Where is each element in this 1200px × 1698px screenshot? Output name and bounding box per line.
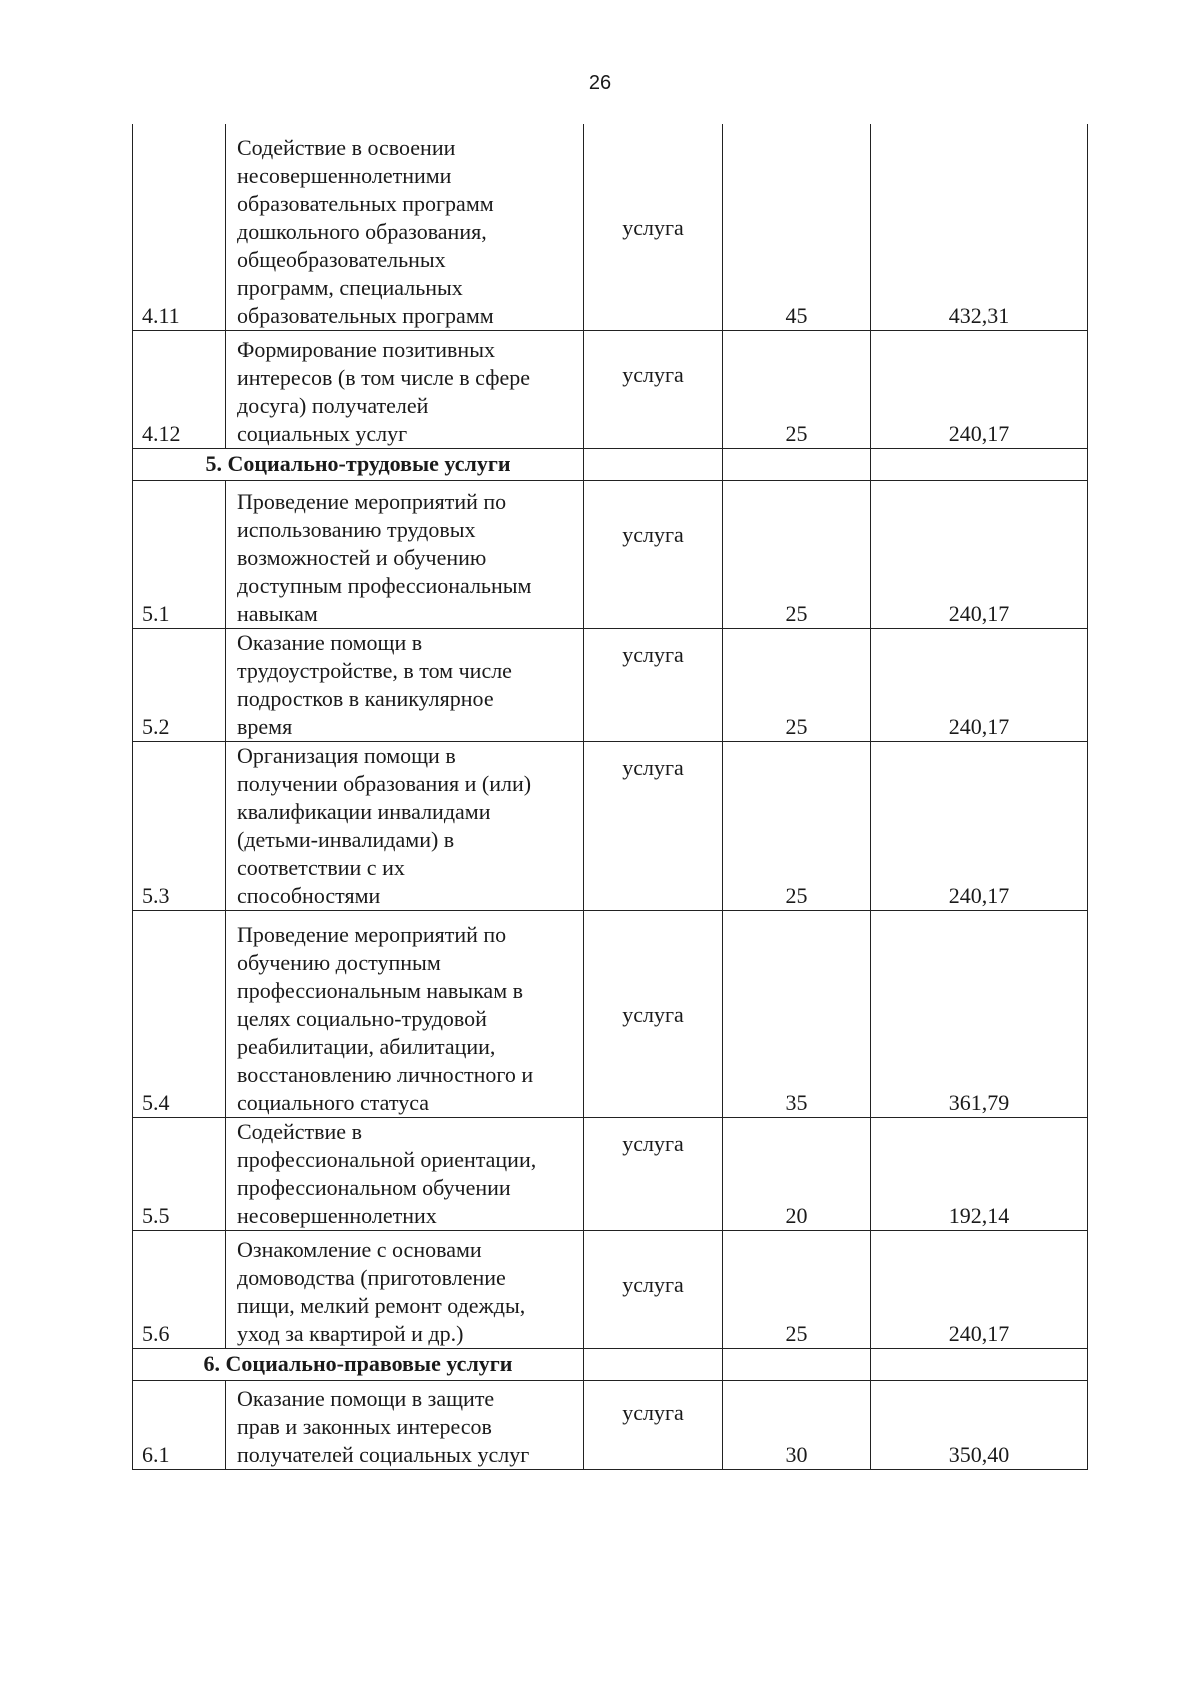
service-name-line: Оказание помощи в xyxy=(237,629,423,655)
section-empty-cell xyxy=(871,448,1088,480)
service-name-line: реабилитации, абилитации, xyxy=(237,1033,496,1059)
service-unit: услуга xyxy=(584,480,723,628)
service-name-line: соответствии с их xyxy=(237,854,405,880)
service-row xyxy=(133,1230,1088,1348)
service-unit: услуга xyxy=(584,1230,723,1348)
service-name-line: общеобразовательных xyxy=(237,246,446,272)
service-quantity: 25 xyxy=(723,480,871,628)
service-row xyxy=(133,330,1088,448)
service-number: 4.11 xyxy=(133,124,226,330)
service-name-line: интересов (в том числе в сфере xyxy=(237,364,530,390)
section-title-cell xyxy=(205,448,584,480)
service-name-line: получении образования и (или) xyxy=(237,770,532,796)
section-empty-cell xyxy=(871,1348,1088,1380)
service-unit: услуга xyxy=(584,1380,723,1469)
service-name-line: социального статуса xyxy=(237,1089,429,1115)
service-price: 240,17 xyxy=(871,741,1088,910)
section-header-row xyxy=(133,448,1088,480)
service-name-cell xyxy=(226,330,584,448)
service-unit: услуга xyxy=(584,910,723,1117)
service-name-line: профессиональным навыкам в xyxy=(237,977,523,1003)
service-name-line: Оказание помощи в защите xyxy=(237,1385,495,1411)
service-name-line: Ознакомление с основами xyxy=(237,1236,482,1262)
service-price: 192,14 xyxy=(871,1117,1088,1230)
service-name-line: Формирование позитивных xyxy=(237,336,495,362)
service-name-line: доступным профессиональным xyxy=(237,572,532,598)
service-price: 240,17 xyxy=(871,330,1088,448)
service-quantity: 25 xyxy=(723,1230,871,1348)
section-empty-cell xyxy=(584,448,723,480)
service-name-line: уход за квартирой и др.) xyxy=(237,1320,464,1346)
service-row xyxy=(133,741,1088,910)
services-table-body xyxy=(133,124,1088,1469)
section-empty-cell xyxy=(723,448,871,480)
service-row xyxy=(133,124,1088,330)
service-unit: услуга xyxy=(584,741,723,910)
section-empty-cell xyxy=(584,1348,723,1380)
section-header-row xyxy=(133,1348,1088,1380)
service-name-cell xyxy=(226,1230,584,1348)
service-name-line: Проведение мероприятий по xyxy=(237,921,507,947)
service-number: 5.6 xyxy=(133,1230,226,1348)
service-name-line: навыкам xyxy=(237,600,318,626)
service-name-line: программ, специальных xyxy=(237,274,463,300)
service-name-line: пищи, мелкий ремонт одежды, xyxy=(237,1292,526,1318)
service-price: 240,17 xyxy=(871,628,1088,741)
service-unit: услуга xyxy=(584,628,723,741)
service-name-cell xyxy=(226,124,584,330)
service-name-line: образовательных программ xyxy=(237,302,494,328)
service-quantity: 30 xyxy=(723,1380,871,1469)
service-name-line: дошкольного образования, xyxy=(237,218,487,244)
service-name-line: получателей социальных услуг xyxy=(237,1441,530,1467)
service-quantity: 35 xyxy=(723,910,871,1117)
section-empty-cell xyxy=(723,1348,871,1380)
service-name-cell xyxy=(226,480,584,628)
service-price: 240,17 xyxy=(871,480,1088,628)
service-row xyxy=(133,1117,1088,1230)
service-unit: услуга xyxy=(584,124,723,330)
service-name-cell xyxy=(226,1380,584,1469)
page-number: 26 xyxy=(588,72,612,94)
service-number: 5.3 xyxy=(133,741,226,910)
service-name-cell xyxy=(226,741,584,910)
service-name-cell xyxy=(226,1117,584,1230)
services-table xyxy=(132,124,1088,1470)
service-name-line: образовательных программ xyxy=(237,190,494,216)
service-name-line: подростков в каникулярное xyxy=(237,685,494,711)
service-name-cell xyxy=(226,910,584,1117)
service-quantity: 25 xyxy=(723,628,871,741)
service-name-line: квалификации инвалидами xyxy=(237,798,491,824)
service-name-line: домоводства (приготовление xyxy=(237,1264,506,1290)
service-name-line: социальных услуг xyxy=(237,420,408,446)
service-name-line: профессиональном обучении xyxy=(237,1174,511,1200)
service-number: 5.1 xyxy=(133,480,226,628)
service-price: 240,17 xyxy=(871,1230,1088,1348)
service-price: 350,40 xyxy=(871,1380,1088,1469)
service-quantity: 20 xyxy=(723,1117,871,1230)
service-name-line: обучению доступным xyxy=(237,949,441,975)
service-name-line: несовершеннолетних xyxy=(237,1202,437,1228)
service-name-line: восстановлению личностного и xyxy=(237,1061,534,1087)
service-name-line: использованию трудовых xyxy=(237,516,476,542)
service-number: 4.12 xyxy=(133,330,226,448)
service-name-line: профессиональной ориентации, xyxy=(237,1146,537,1172)
service-number: 5.2 xyxy=(133,628,226,741)
service-name-cell xyxy=(226,628,584,741)
service-price: 361,79 xyxy=(871,910,1088,1117)
service-quantity: 25 xyxy=(723,330,871,448)
service-unit: услуга xyxy=(584,1117,723,1230)
section-title: 5. Социально-трудовые услуги xyxy=(205,451,511,476)
service-name-line: целях социально-трудовой xyxy=(237,1005,487,1031)
service-quantity: 45 xyxy=(723,124,871,330)
service-name-line: досуга) получателей xyxy=(237,392,429,418)
service-number: 5.4 xyxy=(133,910,226,1117)
service-unit: услуга xyxy=(584,330,723,448)
service-name-line: прав и законных интересов xyxy=(237,1413,492,1439)
service-name-line: Содействие в освоении xyxy=(237,134,456,160)
service-name-line: несовершеннолетними xyxy=(237,162,452,188)
service-price: 432,31 xyxy=(871,124,1088,330)
service-quantity: 25 xyxy=(723,741,871,910)
service-number: 5.5 xyxy=(133,1117,226,1230)
service-name-line: Организация помощи в xyxy=(237,742,456,768)
service-row xyxy=(133,480,1088,628)
service-name-line: возможностей и обучению xyxy=(237,544,487,570)
service-name-line: трудоустройстве, в том числе xyxy=(237,657,512,683)
service-number: 6.1 xyxy=(133,1380,226,1469)
service-name-line: способностями xyxy=(237,882,381,908)
service-row xyxy=(133,1380,1088,1469)
service-name-line: Содействие в xyxy=(237,1118,362,1144)
service-row xyxy=(133,628,1088,741)
service-row xyxy=(133,910,1088,1117)
service-name-line: время xyxy=(237,713,293,739)
service-name-line: (детьми-инвалидами) в xyxy=(237,826,455,852)
section-title: 6. Социально-правовые услуги xyxy=(203,1351,513,1376)
section-title-cell xyxy=(203,1348,584,1380)
service-name-line: Проведение мероприятий по xyxy=(237,488,507,514)
